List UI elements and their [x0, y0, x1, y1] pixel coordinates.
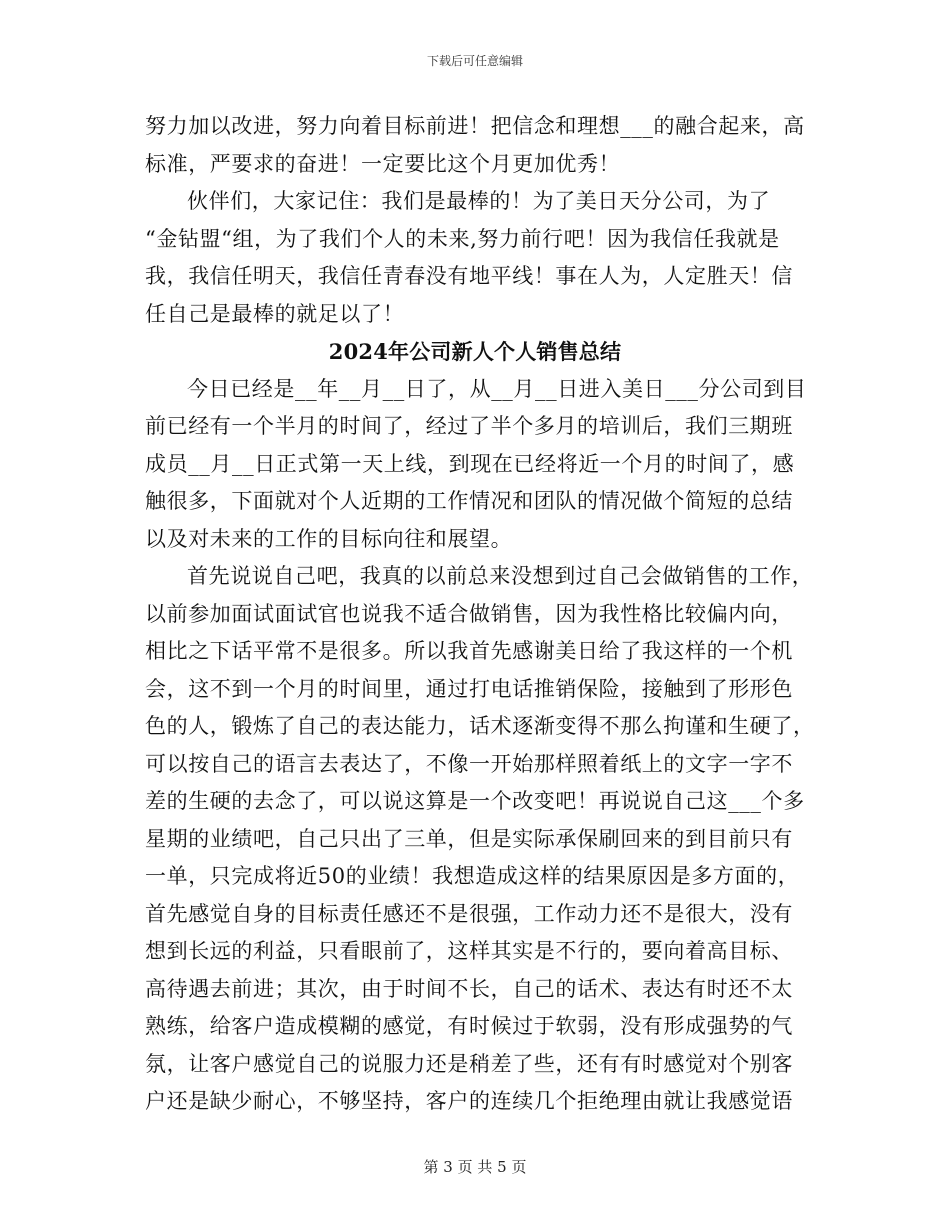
text-line: 首先感觉自身的目标责任感还不是很强，工作动力还不是很大，没有	[145, 901, 793, 926]
text-line: 一单，只完成将近50的业绩！我想造成这样的结果原因是多方面的，	[145, 864, 800, 888]
page-header: 下载后可任意编辑	[426, 54, 523, 68]
text-line: 差的生硬的去念了，可以说这算是一个改变吧！再说说自己这___个多	[145, 789, 805, 813]
text-line: 前已经有一个半月的时间了，经过了半个多月的培训后，我们三期班	[145, 414, 793, 438]
text-line: 想到长远的利益，只看眼前了，这样其实是不行的，要向着高目标、	[145, 939, 793, 963]
text-line: 氛，让客户感觉自己的说服力还是稍差了些，还有有时感觉对个别客	[145, 1051, 793, 1076]
text-line: 相比之下话平常不是很多。所以我首先感谢美日给了我这样的一个机	[145, 639, 793, 663]
section-title: 2024年公司新人个人销售总结	[328, 339, 622, 364]
text-line: 星期的业绩吧，自己只出了三单，但是实际承保刷回来的到目前只有	[145, 826, 793, 851]
text-line: 色的人，锻炼了自己的表达能力，话术逐渐变得不那么拘谨和生硬了，	[145, 714, 815, 738]
paragraph-1	[145, 108, 805, 183]
text-line: 我，我信任明天，我信任青春没有地平线！事在人为，人定胜天！信	[145, 264, 793, 288]
text-line: 触很多，下面就对个人近期的工作情况和团队的情况做个简短的总结	[145, 489, 793, 513]
text-line: “金钻盟“组，为了我们个人的未来,努力前行吧！因为我信任我就是	[145, 226, 780, 251]
document-body	[145, 108, 815, 1121]
text-line: 高待遇去前进；其次，由于时间不长，自己的话术、表达有时还不太	[145, 976, 793, 1001]
text-line: 成员__月__日正式第一天上线，到现在已经将近一个月的时间了，感	[145, 451, 795, 476]
paragraph-3	[145, 371, 805, 559]
text-line: 熟练，给客户造成模糊的感觉，有时候过于软弱，没有形成强势的气	[145, 1014, 793, 1038]
paragraph-4	[145, 558, 815, 1121]
text-line: 努力加以改进，努力向着目标前进！把信念和理想___的融合起来，高	[145, 114, 805, 138]
text-line: 伙伴们，大家记住：我们是最棒的！为了美日天分公司，为了	[187, 189, 771, 213]
paragraph-2	[145, 183, 805, 333]
text-line: 今日已经是__年__月__日了，从__月__日进入美日___分公司到目	[187, 376, 807, 401]
text-line: 首先说说自己吧，我真的以前总来没想到过自己会做销售的工作，	[187, 564, 814, 588]
text-line: 标准，严要求的奋进！一定要比这个月更加优秀！	[145, 151, 621, 176]
page-footer: 第 3 页 共 5 页	[423, 1158, 527, 1176]
text-line: 可以按自己的语言去表达了，不像一开始那样照着纸上的文字一字不	[145, 751, 793, 776]
text-line: 任自己是最棒的就足以了！	[145, 301, 405, 326]
text-line: 以前参加面试面试官也说我不适合做销售，因为我性格比较偏内向，	[145, 601, 793, 626]
text-line: 以及对未来的工作的目标向往和展望。	[145, 526, 513, 551]
text-line: 户还是缺少耐心，不够坚持，客户的连续几个拒绝理由就让我感觉语	[145, 1089, 793, 1113]
text-line: 会，这不到一个月的时间里，通过打电话推销保险，接触到了形形色	[145, 676, 793, 701]
